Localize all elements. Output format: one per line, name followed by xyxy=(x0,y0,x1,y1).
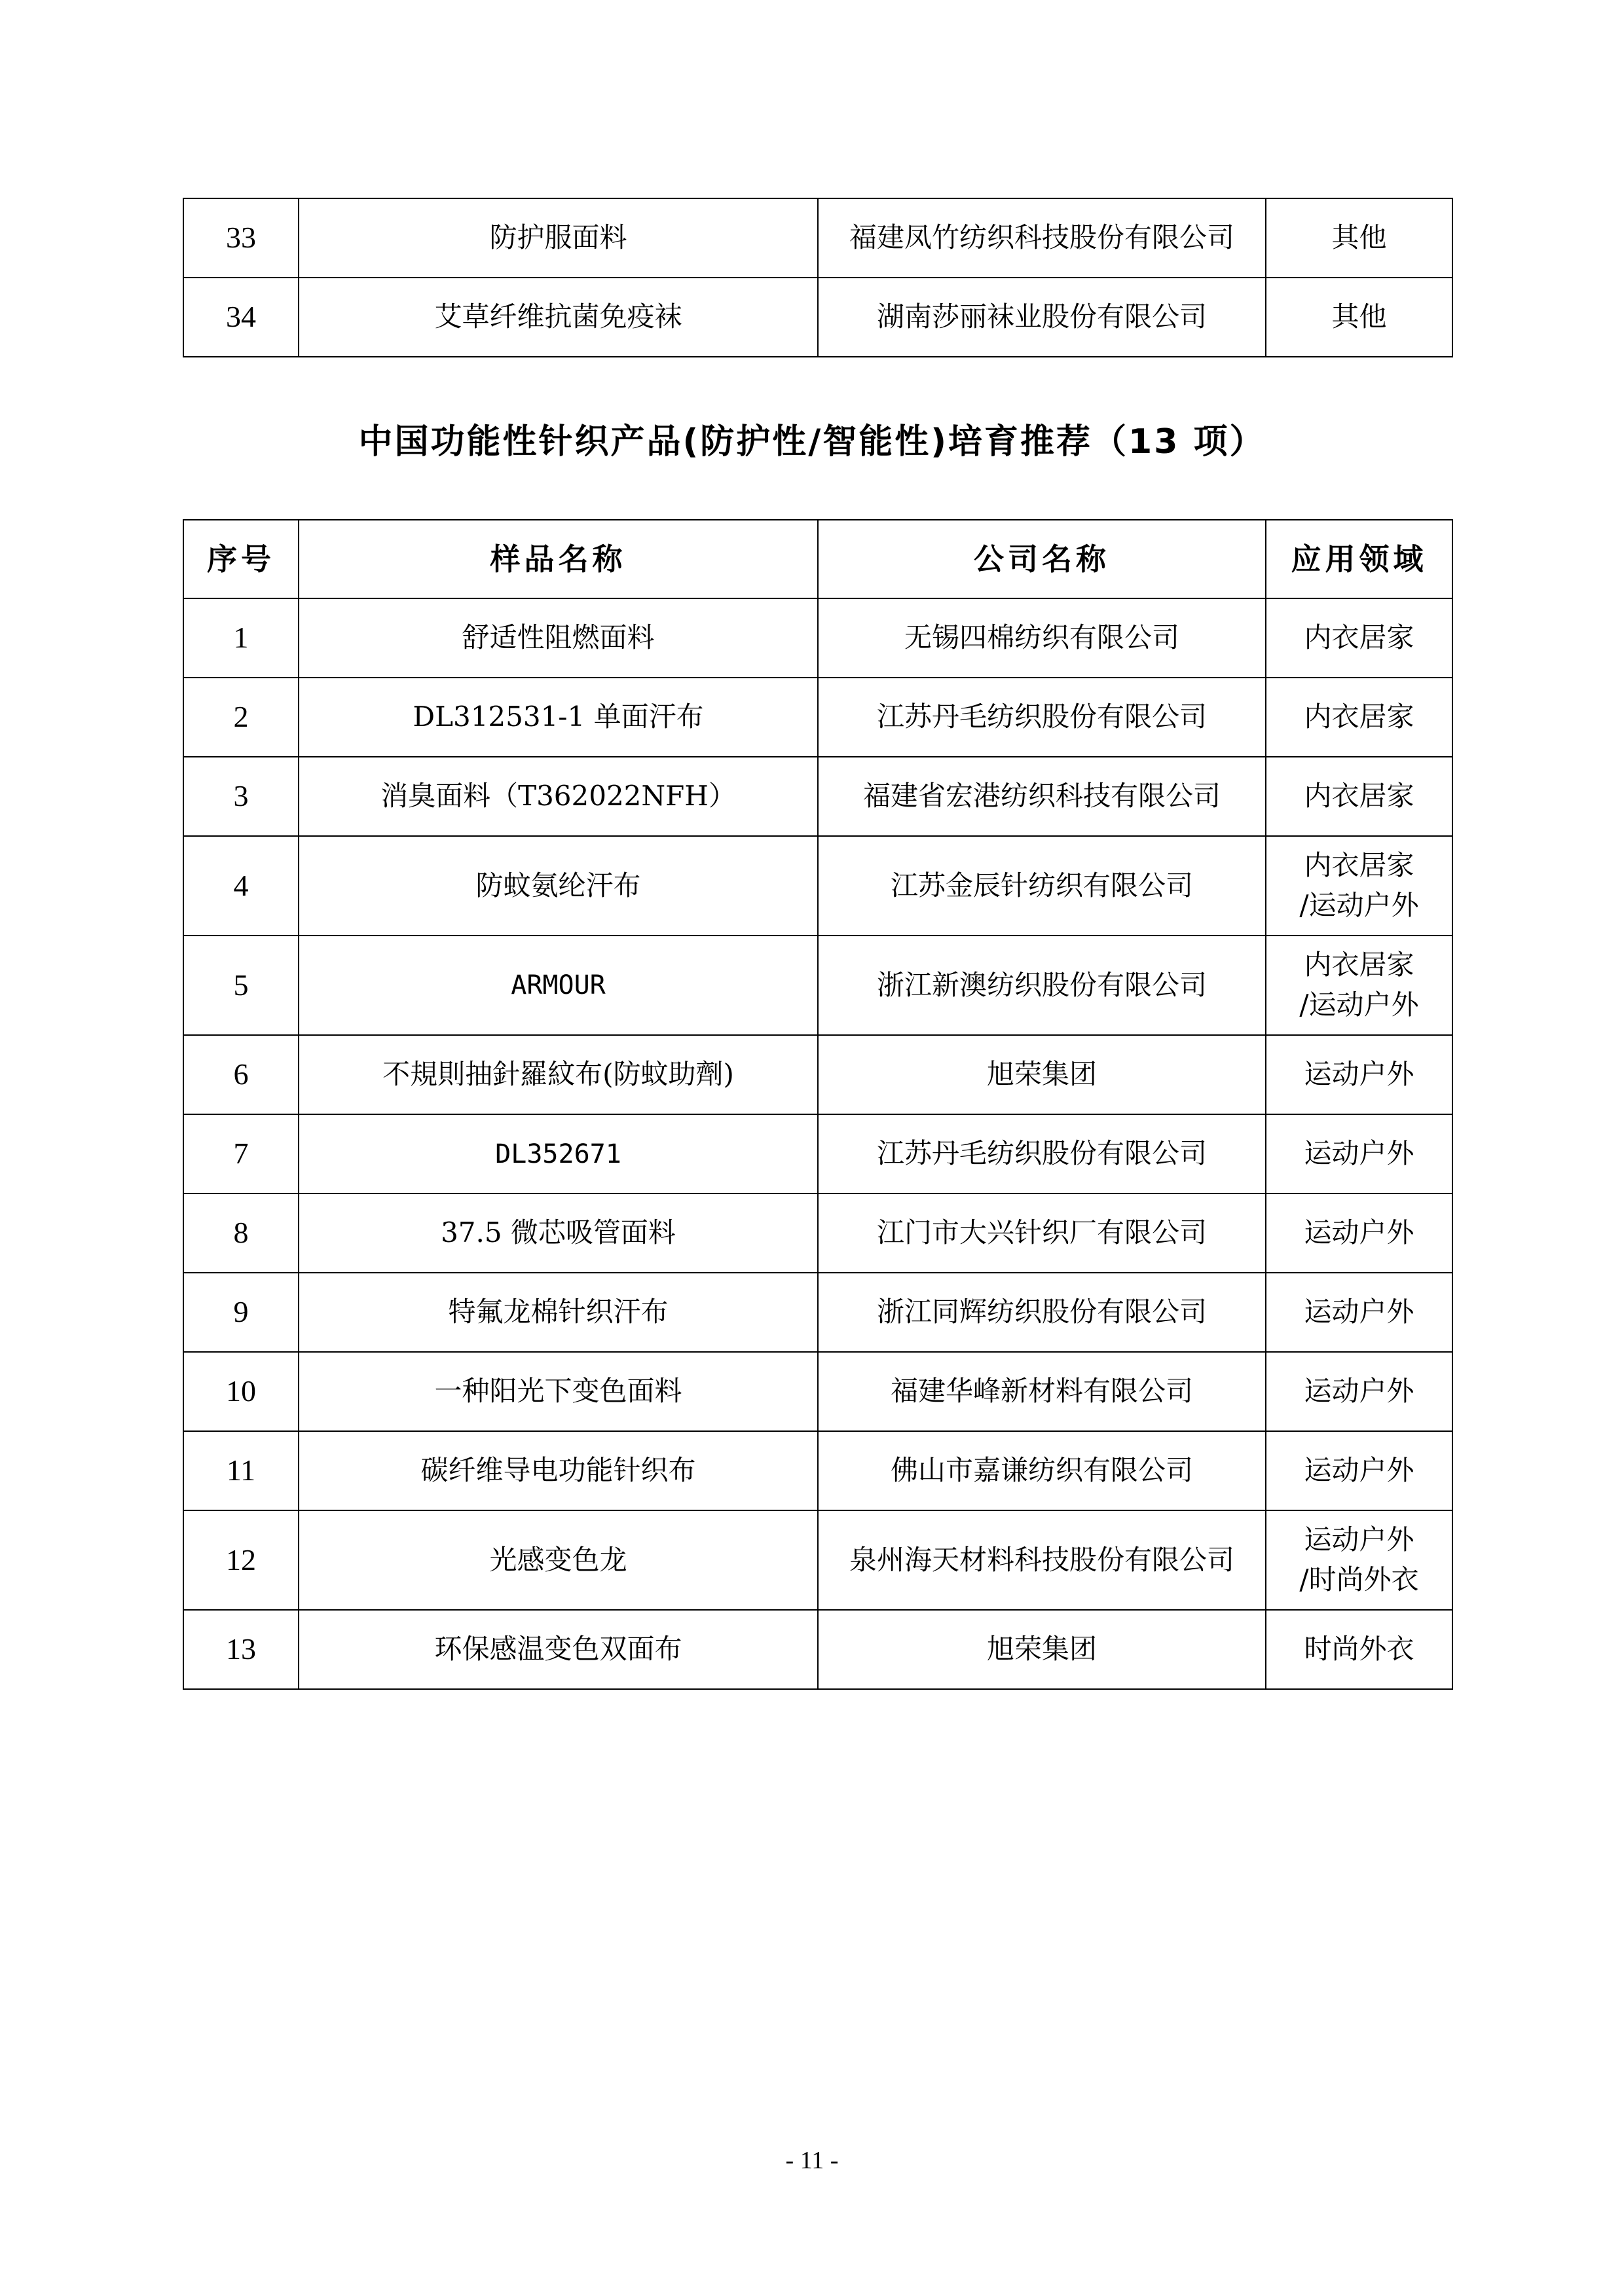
cell-name: DL312531-1 单面汗布 xyxy=(299,678,818,757)
cell-name: 艾草纤维抗菌免疫袜 xyxy=(299,278,818,357)
continued-table xyxy=(183,198,1453,357)
table-row xyxy=(183,1352,1452,1431)
cell-name: ARMOUR xyxy=(299,936,818,1035)
cell-company: 无锡四棉纺织有限公司 xyxy=(818,598,1266,678)
cell-no: 4 xyxy=(183,836,299,936)
cell-field: 内衣居家 /运动户外 xyxy=(1266,836,1452,936)
cell-company: 旭荣集团 xyxy=(818,1035,1266,1114)
cell-no: 6 xyxy=(183,1035,299,1114)
cell-field: 运动户外 xyxy=(1266,1114,1452,1194)
table-row xyxy=(183,1194,1452,1273)
cell-company: 湖南莎丽袜业股份有限公司 xyxy=(818,278,1266,357)
cell-field: 其他 xyxy=(1266,278,1452,357)
cell-field: 其他 xyxy=(1266,198,1452,278)
table-row xyxy=(183,1114,1452,1194)
cell-field: 内衣居家 xyxy=(1266,757,1452,836)
header-row xyxy=(183,520,1452,598)
cell-no: 13 xyxy=(183,1610,299,1689)
cell-name: 防蚊氨纶汗布 xyxy=(299,836,818,936)
cell-company: 泉州海天材料科技股份有限公司 xyxy=(818,1510,1266,1610)
cell-no: 33 xyxy=(183,198,299,278)
cell-no: 10 xyxy=(183,1352,299,1431)
cell-no: 8 xyxy=(183,1194,299,1273)
cell-company: 江苏丹毛纺织股份有限公司 xyxy=(818,1114,1266,1194)
cell-name: 舒适性阻燃面料 xyxy=(299,598,818,678)
table-row xyxy=(183,678,1452,757)
cell-name: DL352671 xyxy=(299,1114,818,1194)
cell-no: 11 xyxy=(183,1431,299,1510)
cell-name: 碳纤维导电功能针织布 xyxy=(299,1431,818,1510)
header-field: 应用领域 xyxy=(1266,520,1452,598)
table-row xyxy=(183,936,1452,1035)
cell-no: 3 xyxy=(183,757,299,836)
cell-company: 佛山市嘉谦纺织有限公司 xyxy=(818,1431,1266,1510)
cell-no: 12 xyxy=(183,1510,299,1610)
cell-field: 运动户外 xyxy=(1266,1035,1452,1114)
table-row xyxy=(183,1035,1452,1114)
cell-no: 9 xyxy=(183,1273,299,1352)
cell-field: 运动户外 xyxy=(1266,1273,1452,1352)
header-no: 序号 xyxy=(183,520,299,598)
cell-company: 江门市大兴针织厂有限公司 xyxy=(818,1194,1266,1273)
header-company: 公司名称 xyxy=(818,520,1266,598)
cell-no: 7 xyxy=(183,1114,299,1194)
page-number: - 11 - xyxy=(785,2147,839,2174)
cell-field: 时尚外衣 xyxy=(1266,1610,1452,1689)
cell-field: 运动户外 xyxy=(1266,1352,1452,1431)
cell-name: 一种阳光下变色面料 xyxy=(299,1352,818,1431)
cell-field: 内衣居家 xyxy=(1266,678,1452,757)
cell-name: 环保感温变色双面布 xyxy=(299,1610,818,1689)
header-name: 样品名称 xyxy=(299,520,818,598)
cell-field: 内衣居家 xyxy=(1266,598,1452,678)
table-row xyxy=(183,198,1452,278)
cell-name: 不規則抽針羅紋布(防蚊助劑) xyxy=(299,1035,818,1114)
cell-name: 防护服面料 xyxy=(299,198,818,278)
cell-company: 江苏金辰针纺织有限公司 xyxy=(818,836,1266,936)
cell-field: 运动户外 /时尚外衣 xyxy=(1266,1510,1452,1610)
cell-no: 1 xyxy=(183,598,299,678)
cell-name: 光感变色龙 xyxy=(299,1510,818,1610)
cell-field: 运动户外 xyxy=(1266,1194,1452,1273)
table-row xyxy=(183,1510,1452,1610)
table-row xyxy=(183,1273,1452,1352)
cell-field: 内衣居家 /运动户外 xyxy=(1266,936,1452,1035)
cell-company: 福建省宏港纺织科技有限公司 xyxy=(818,757,1266,836)
cell-field: 运动户外 xyxy=(1266,1431,1452,1510)
table-row xyxy=(183,1610,1452,1689)
table-row xyxy=(183,836,1452,936)
cell-company: 福建凤竹纺织科技股份有限公司 xyxy=(818,198,1266,278)
cell-no: 34 xyxy=(183,278,299,357)
cell-company: 福建华峰新材料有限公司 xyxy=(818,1352,1266,1431)
cell-name: 37.5 微芯吸管面料 xyxy=(299,1194,818,1273)
cell-name: 特氟龙棉针织汗布 xyxy=(299,1273,818,1352)
recommendation-table xyxy=(183,519,1453,1690)
table-row xyxy=(183,598,1452,678)
cell-company: 浙江新澳纺织股份有限公司 xyxy=(818,936,1266,1035)
cell-name: 消臭面料（T362022NFH） xyxy=(299,757,818,836)
cell-company: 浙江同辉纺织股份有限公司 xyxy=(818,1273,1266,1352)
cell-no: 5 xyxy=(183,936,299,1035)
cell-company: 江苏丹毛纺织股份有限公司 xyxy=(818,678,1266,757)
section-title: 中国功能性针织产品(防护性/智能性)培育推荐（13 项） xyxy=(358,422,1266,462)
table-row xyxy=(183,757,1452,836)
table-row xyxy=(183,1431,1452,1510)
table-row xyxy=(183,278,1452,357)
cell-company: 旭荣集团 xyxy=(818,1610,1266,1689)
cell-no: 2 xyxy=(183,678,299,757)
